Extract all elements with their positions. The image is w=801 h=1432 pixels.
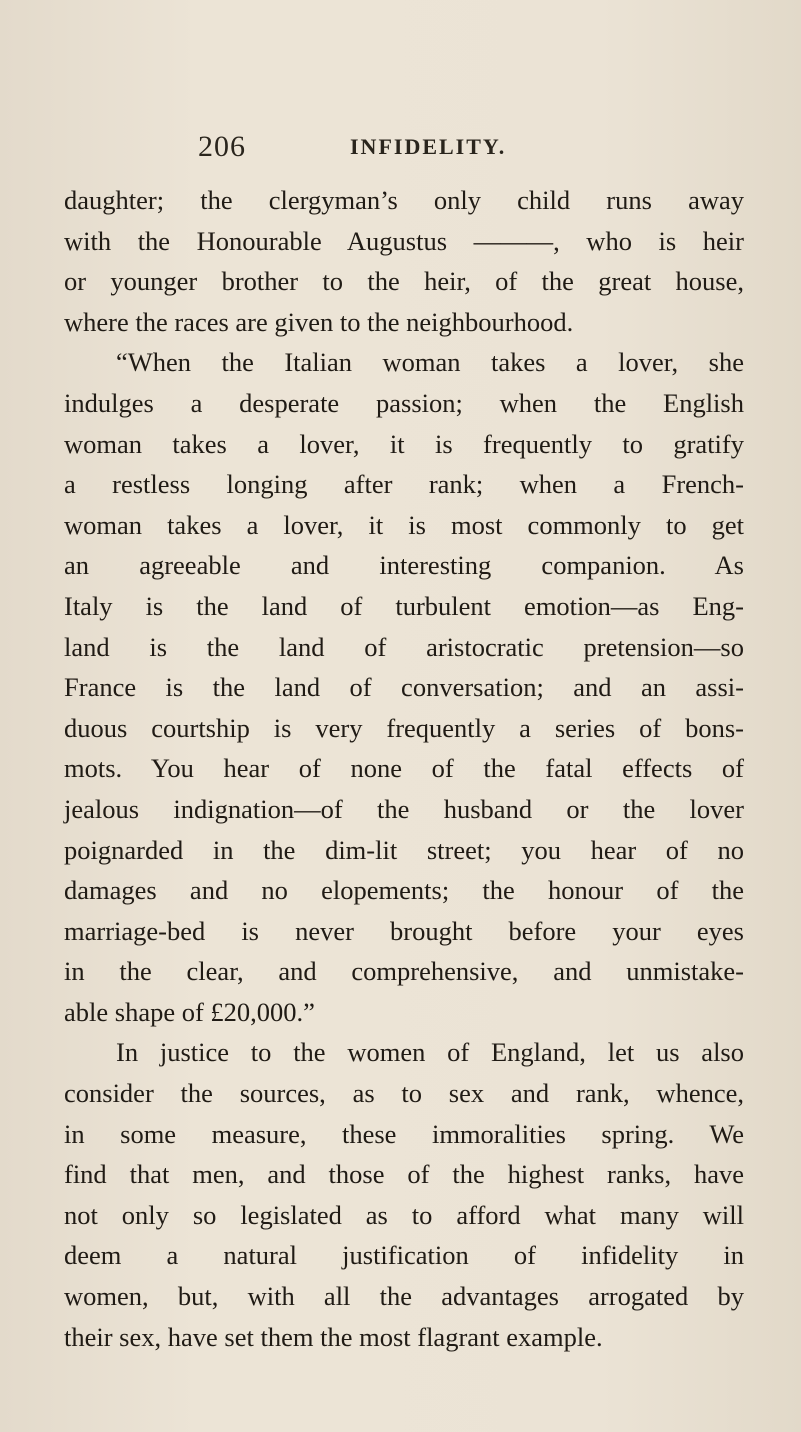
text-line: land is the land of aristocratic pretension—so xyxy=(64,631,744,662)
text-line: consider the sources, as to sex and rank, whence, xyxy=(64,1078,744,1109)
text-line: or younger brother to the heir, of the great house, xyxy=(64,266,744,297)
text-line: jealous indignation—of the husband or the lover xyxy=(64,793,744,824)
running-title: INFIDELITY. xyxy=(350,134,507,159)
text-line: deem a natural justification of infidelity in xyxy=(64,1240,744,1271)
text-line: not only so legislated as to afford what many will xyxy=(64,1199,744,1230)
page-number: 206 xyxy=(198,130,246,163)
text-line: poignarded in the dim-lit street; you hear of no xyxy=(64,834,744,865)
text-line: able shape of £20,000.” xyxy=(64,996,315,1027)
text-line: find that men, and those of the highest ranks, have xyxy=(64,1159,744,1190)
text-line: Italy is the land of turbulent emotion—as Eng- xyxy=(64,590,744,621)
text-line: a restless longing after rank; when a French- xyxy=(64,469,744,500)
text-line: damages and no elopements; the honour of the xyxy=(64,875,744,906)
text-line: mots. You hear of none of the fatal effects of xyxy=(64,753,744,784)
text-line: duous courtship is very frequently a series of bons- xyxy=(64,712,744,743)
text-line: women, but, with all the advantages arrogated by xyxy=(64,1281,744,1312)
text-line: France is the land of conversation; and an assi- xyxy=(64,672,744,703)
text-line: in the clear, and comprehensive, and unmistake- xyxy=(64,956,744,987)
text-line: marriage-bed is never brought before your eyes xyxy=(64,915,744,946)
text-line: where the races are given to the neighbourhood. xyxy=(64,306,574,337)
text-line: woman takes a lover, it is most commonly to get xyxy=(64,509,744,540)
text-line: an agreeable and interesting companion. As xyxy=(64,550,744,581)
text-line: with the Honourable Augustus ———, who is heir xyxy=(64,225,744,256)
text-line: In justice to the women of England, let us also xyxy=(116,1037,744,1068)
text-line: in some measure, these immoralities spring. We xyxy=(64,1118,744,1149)
text-line: indulges a desperate passion; when the English xyxy=(64,387,744,418)
text-line: daughter; the clergyman’s only child runs away xyxy=(64,185,744,215)
page-header xyxy=(0,130,801,170)
text-line: their sex, have set them the most flagrant example. xyxy=(64,1321,603,1352)
text-line: woman takes a lover, it is frequently to gratify xyxy=(64,428,744,459)
body-text xyxy=(64,180,744,1357)
text-line: “When the Italian woman takes a lover, she xyxy=(116,347,744,378)
